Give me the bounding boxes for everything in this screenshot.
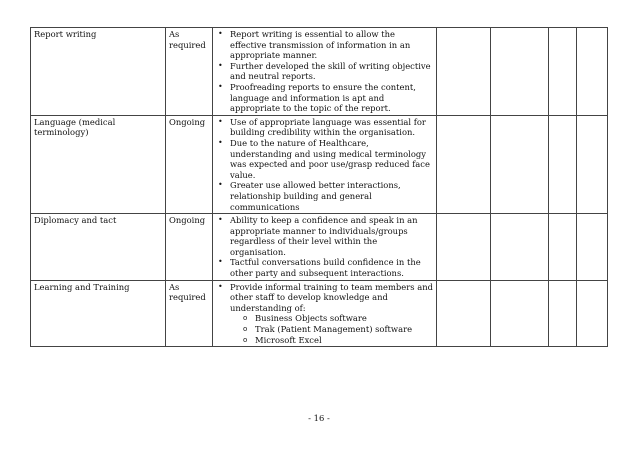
bullet-item: • Report writing is essential to allow the effective transmission of information in an appropriate manner. bbox=[216, 29, 433, 61]
empty-cell bbox=[549, 280, 577, 347]
skill-cell bbox=[31, 115, 166, 213]
frequency-cell bbox=[166, 28, 213, 116]
bullet-item: • Tactful conversations build confidence in the other party and subsequent interactions. bbox=[216, 257, 433, 278]
empty-cell bbox=[549, 214, 577, 281]
skill-cell bbox=[31, 28, 166, 116]
frequency-value: As required bbox=[169, 29, 206, 50]
empty-cell bbox=[577, 280, 608, 347]
bullet-item: • Due to the nature of Healthcare, understanding and using medical terminology was expected and poor use/grasp reduced face value. bbox=[216, 138, 433, 180]
bullet-item: • Proofreading reports to ensure the content, language and information is apt and appropriate to the topic of the report. bbox=[216, 82, 433, 114]
frequency-value: Ongoing bbox=[169, 215, 206, 226]
empty-cell bbox=[577, 214, 608, 281]
empty-cell bbox=[437, 115, 491, 213]
bullet-item: • Further developed the skill of writing objective and neutral reports. bbox=[216, 61, 433, 82]
skill-name: Language (medical terminology) bbox=[34, 116, 116, 138]
bullet-list bbox=[216, 282, 433, 346]
description-cell bbox=[213, 280, 437, 347]
frequency-value: As required bbox=[169, 281, 206, 303]
table-row bbox=[31, 214, 608, 281]
bullet-text: Provide informal training to team members and other staff to develop knowledge and understanding of: bbox=[230, 281, 433, 313]
frequency-cell bbox=[166, 280, 213, 347]
empty-cell bbox=[491, 280, 549, 347]
bullet-list bbox=[216, 117, 433, 212]
empty-cell bbox=[491, 214, 549, 281]
empty-cell bbox=[491, 115, 549, 213]
sub-bullet-item: o Trak (Patient Management) software bbox=[230, 324, 433, 335]
frequency-value: Ongoing bbox=[169, 116, 206, 127]
empty-cell bbox=[437, 28, 491, 116]
sub-bullet-list bbox=[230, 313, 433, 345]
skill-cell bbox=[31, 214, 166, 281]
bullet-item: • Use of appropriate language was essential for building credibility within the organisation. bbox=[216, 117, 433, 138]
skill-name: Diplomacy and tact bbox=[34, 215, 117, 226]
empty-cell bbox=[577, 115, 608, 213]
table-row bbox=[31, 115, 608, 213]
sub-bullet-item: o Microsoft Excel bbox=[230, 335, 433, 346]
bullet-item: • Greater use allowed better interactions, relationship building and general communications bbox=[216, 180, 433, 212]
table-row bbox=[31, 280, 608, 347]
frequency-cell bbox=[166, 115, 213, 213]
sub-bullet-item: o Business Objects software bbox=[230, 313, 433, 324]
skill-cell bbox=[31, 280, 166, 347]
page-number: - 16 - bbox=[308, 413, 330, 423]
bullet-list bbox=[216, 215, 433, 279]
empty-cell bbox=[437, 214, 491, 281]
description-cell bbox=[213, 28, 437, 116]
bullet-list bbox=[216, 29, 433, 114]
empty-cell bbox=[549, 115, 577, 213]
empty-cell bbox=[549, 28, 577, 116]
competency-table bbox=[30, 27, 608, 347]
bullet-item bbox=[216, 282, 433, 346]
description-cell bbox=[213, 214, 437, 281]
empty-cell bbox=[491, 28, 549, 116]
description-cell bbox=[213, 115, 437, 213]
skill-name: Learning and Training bbox=[34, 281, 130, 292]
skill-name: Report writing bbox=[34, 29, 97, 39]
frequency-cell bbox=[166, 214, 213, 281]
empty-cell bbox=[437, 280, 491, 347]
bullet-item: • Ability to keep a confidence and speak in an appropriate manner to individuals/groups regardless of their level within the organisation. bbox=[216, 215, 433, 257]
table-row bbox=[31, 28, 608, 116]
empty-cell bbox=[577, 28, 608, 116]
